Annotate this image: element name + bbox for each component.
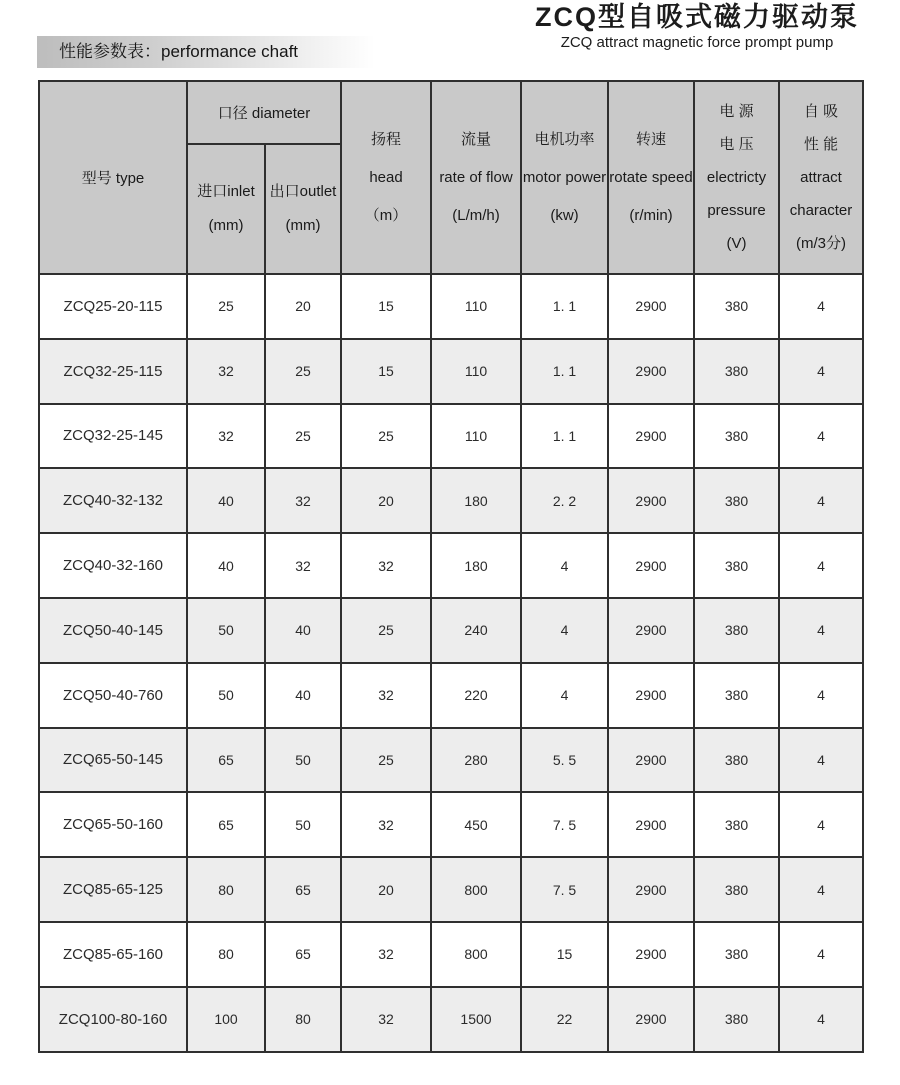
header-line: (m/3分) [796,235,846,252]
header-line: (r/min) [629,206,673,224]
model-cell: ZCQ85-65-125 [39,857,187,922]
value-cell: 50 [265,792,341,857]
table-row [39,404,863,469]
model-cell: ZCQ32-25-145 [39,404,187,469]
value-cell: 25 [265,339,341,404]
header-line: character [789,202,853,219]
model-cell: ZCQ100-80-160 [39,987,187,1052]
value-cell: 25 [265,404,341,469]
value-cell: 800 [431,857,521,922]
header-line: 自 吸 [803,103,839,120]
value-cell: 50 [187,663,265,728]
header-outlet [265,144,341,274]
page-title-block [512,1,882,53]
value-cell: 15 [521,922,608,987]
value-cell: 180 [431,468,521,533]
value-cell: 380 [694,533,779,598]
value-cell: 4 [779,468,863,533]
header-line: 电机功率 [534,130,595,148]
model-cell: ZCQ85-65-160 [39,922,187,987]
header-line: 电 源 [719,103,754,120]
value-cell: 32 [265,533,341,598]
header-line: head [369,168,403,186]
page-subtitle: ZCQ attract magnetic force prompt pump [560,34,834,51]
value-cell: 5. 5 [521,728,608,793]
value-cell: 240 [431,598,521,663]
value-cell: 1500 [431,987,521,1052]
table-row [39,274,863,339]
value-cell: 65 [187,728,265,793]
value-cell: 100 [187,987,265,1052]
value-cell: 50 [265,728,341,793]
value-cell: 4 [779,792,863,857]
table-row [39,468,863,533]
value-cell: 380 [694,339,779,404]
value-cell: 25 [341,598,431,663]
table-row [39,857,863,922]
value-cell: 15 [341,339,431,404]
value-cell: 80 [187,857,265,922]
value-cell: 2900 [608,663,694,728]
header-head [341,81,431,274]
table-row [39,339,863,404]
header-line: electricty [706,169,767,186]
value-cell: 65 [187,792,265,857]
value-cell: 380 [694,404,779,469]
value-cell: 4 [779,339,863,404]
model-cell: ZCQ65-50-145 [39,728,187,793]
value-cell: 2900 [608,728,694,793]
table-row [39,987,863,1052]
value-cell: 280 [431,728,521,793]
value-cell: 2900 [608,987,694,1052]
value-cell: 110 [431,339,521,404]
header-line: (L/m/h) [452,206,500,224]
value-cell: 80 [187,922,265,987]
value-cell: 220 [431,663,521,728]
value-cell: 2900 [608,792,694,857]
model-cell: ZCQ50-40-145 [39,598,187,663]
header-line: 扬程 [370,130,401,148]
value-cell: 32 [341,533,431,598]
value-cell: 80 [265,987,341,1052]
value-cell: 4 [779,728,863,793]
value-cell: 32 [341,792,431,857]
value-cell: 450 [431,792,521,857]
header-voltage [694,81,779,274]
value-cell: 32 [341,922,431,987]
table-row [39,663,863,728]
value-cell: 40 [265,663,341,728]
header-line: (V) [726,235,747,252]
value-cell: 800 [431,922,521,987]
header-line: motor power [522,168,607,186]
table-row [39,792,863,857]
value-cell: 2900 [608,922,694,987]
value-cell: 4 [779,274,863,339]
value-cell: 4 [779,598,863,663]
header-line: attract [800,169,842,186]
value-cell: 25 [341,404,431,469]
value-cell: 20 [341,468,431,533]
value-cell: 32 [187,339,265,404]
header-line: (mm) [208,217,244,234]
header-line: rate of flow [439,168,513,186]
header-inlet [187,144,265,274]
value-cell: 110 [431,274,521,339]
value-cell: 50 [187,598,265,663]
value-cell: 65 [265,922,341,987]
value-cell: 380 [694,663,779,728]
value-cell: 2900 [608,404,694,469]
value-cell: 1. 1 [521,274,608,339]
table-row [39,728,863,793]
value-cell: 4 [779,922,863,987]
header-attract [779,81,863,274]
value-cell: 4 [779,404,863,469]
value-cell: 22 [521,987,608,1052]
value-cell: 20 [265,274,341,339]
header-line: 流量 [460,130,491,148]
model-cell: ZCQ40-32-160 [39,533,187,598]
value-cell: 2900 [608,274,694,339]
model-cell: ZCQ65-50-160 [39,792,187,857]
model-cell: ZCQ50-40-760 [39,663,187,728]
value-cell: 1. 1 [521,404,608,469]
header-line: pressure [707,202,766,219]
value-cell: 380 [694,468,779,533]
header-motor-power [521,81,608,274]
value-cell: 1. 1 [521,339,608,404]
section-header-bar: 性能参数表：performance chaft [37,36,375,68]
value-cell: 2900 [608,339,694,404]
value-cell: 2. 2 [521,468,608,533]
model-cell: ZCQ40-32-132 [39,468,187,533]
value-cell: 32 [187,404,265,469]
value-cell: 40 [187,468,265,533]
value-cell: 25 [187,274,265,339]
value-cell: 2900 [608,468,694,533]
value-cell: 40 [187,533,265,598]
value-cell: 20 [341,857,431,922]
model-cell: ZCQ25-20-115 [39,274,187,339]
value-cell: 380 [694,792,779,857]
header-type: 型号 type [39,81,187,274]
value-cell: 4 [779,857,863,922]
header-line: 性 能 [803,136,839,153]
value-cell: 32 [265,468,341,533]
value-cell: 380 [694,987,779,1052]
model-cell: ZCQ32-25-115 [39,339,187,404]
value-cell: 4 [521,663,608,728]
header-flow [431,81,521,274]
value-cell: 380 [694,598,779,663]
value-cell: 32 [341,663,431,728]
spec-table [38,80,864,1053]
value-cell: 110 [431,404,521,469]
value-cell: 380 [694,728,779,793]
value-cell: 4 [779,533,863,598]
page-title: ZCQ型自吸式磁力驱动泵 [535,2,859,32]
value-cell: 380 [694,857,779,922]
value-cell: 25 [341,728,431,793]
value-cell: 7. 5 [521,792,608,857]
value-cell: 7. 5 [521,857,608,922]
value-cell: 40 [265,598,341,663]
value-cell: 180 [431,533,521,598]
header-line: 进口inlet [197,183,255,200]
header-diameter: 口径 diameter [187,81,341,144]
value-cell: 4 [521,533,608,598]
value-cell: 2900 [608,533,694,598]
header-line: 电 压 [719,136,754,153]
header-line: （m） [364,206,408,224]
header-line: 出口outlet [269,183,337,200]
header-line: rotate speed [609,168,693,186]
value-cell: 4 [779,663,863,728]
value-cell: 380 [694,922,779,987]
value-cell: 2900 [608,857,694,922]
header-line: (kw) [550,206,579,224]
header-rotate-speed [608,81,694,274]
table-row [39,922,863,987]
spec-table-body [39,274,863,1052]
value-cell: 2900 [608,598,694,663]
value-cell: 4 [521,598,608,663]
table-row [39,598,863,663]
value-cell: 15 [341,274,431,339]
header-line: (mm) [285,217,321,234]
table-row [39,533,863,598]
value-cell: 380 [694,274,779,339]
header-line: 转速 [635,130,666,148]
value-cell: 4 [779,987,863,1052]
value-cell: 65 [265,857,341,922]
value-cell: 32 [341,987,431,1052]
